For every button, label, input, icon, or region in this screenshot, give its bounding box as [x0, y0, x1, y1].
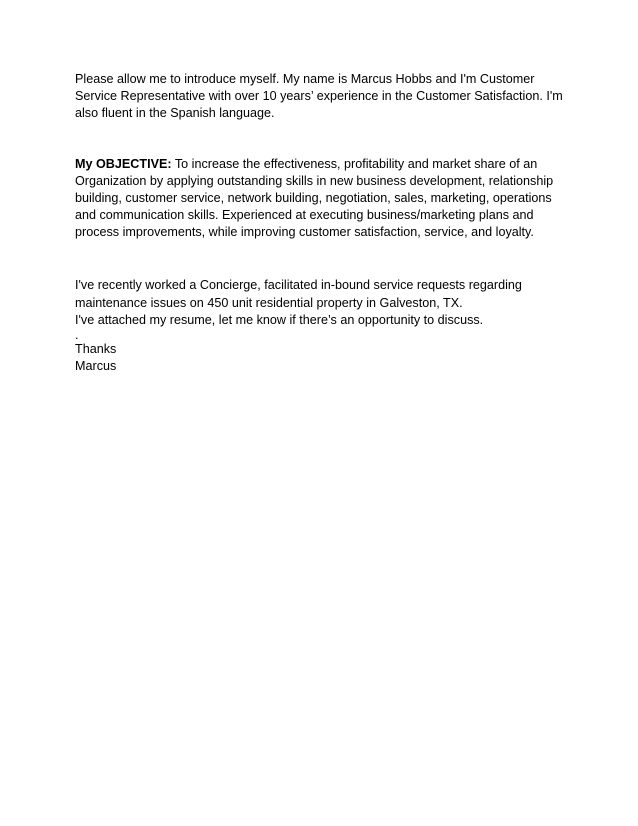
objective-first-line-text: To increase the effectiveness, profitability and market share of an: [171, 157, 538, 171]
closing: Thanks: [75, 342, 117, 356]
separator-dot: .: [75, 328, 79, 342]
objective-line: and communication skills. Experienced at executing business/marketing plans and: [75, 208, 534, 222]
objective-first-line: [75, 156, 565, 173]
objective-line: building, customer service, network building, negotiation, sales, marketing, operations: [75, 191, 552, 205]
intro-line: also fluent in the Spanish language.: [75, 106, 275, 120]
experience-paragraph: [75, 277, 565, 375]
intro-line: Service Representative with over 10 years’ experience in the Customer Satisfaction. I'm: [75, 89, 563, 103]
signature: Marcus: [75, 359, 117, 373]
experience-line: I've recently worked a Concierge, facilitated in-bound service requests regarding: [75, 278, 522, 292]
letter-body: [75, 71, 565, 375]
experience-line: I've attached my resume, let me know if there’s an opportunity to discuss.: [75, 313, 484, 327]
objective-line: Organization by applying outstanding skills in new business development, relationship: [75, 174, 554, 188]
experience-line: maintenance issues on 450 unit residential property in Galveston, TX.: [75, 296, 463, 310]
intro-line: Please allow me to introduce myself. My name is Marcus Hobbs and I'm Customer: [75, 72, 535, 86]
objective-line: process improvements, while improving customer satisfaction, service, and loyalty.: [75, 225, 534, 239]
intro-paragraph: [75, 71, 565, 122]
objective-paragraph: [75, 156, 565, 241]
objective-label: My OBJECTIVE:: [75, 157, 172, 171]
